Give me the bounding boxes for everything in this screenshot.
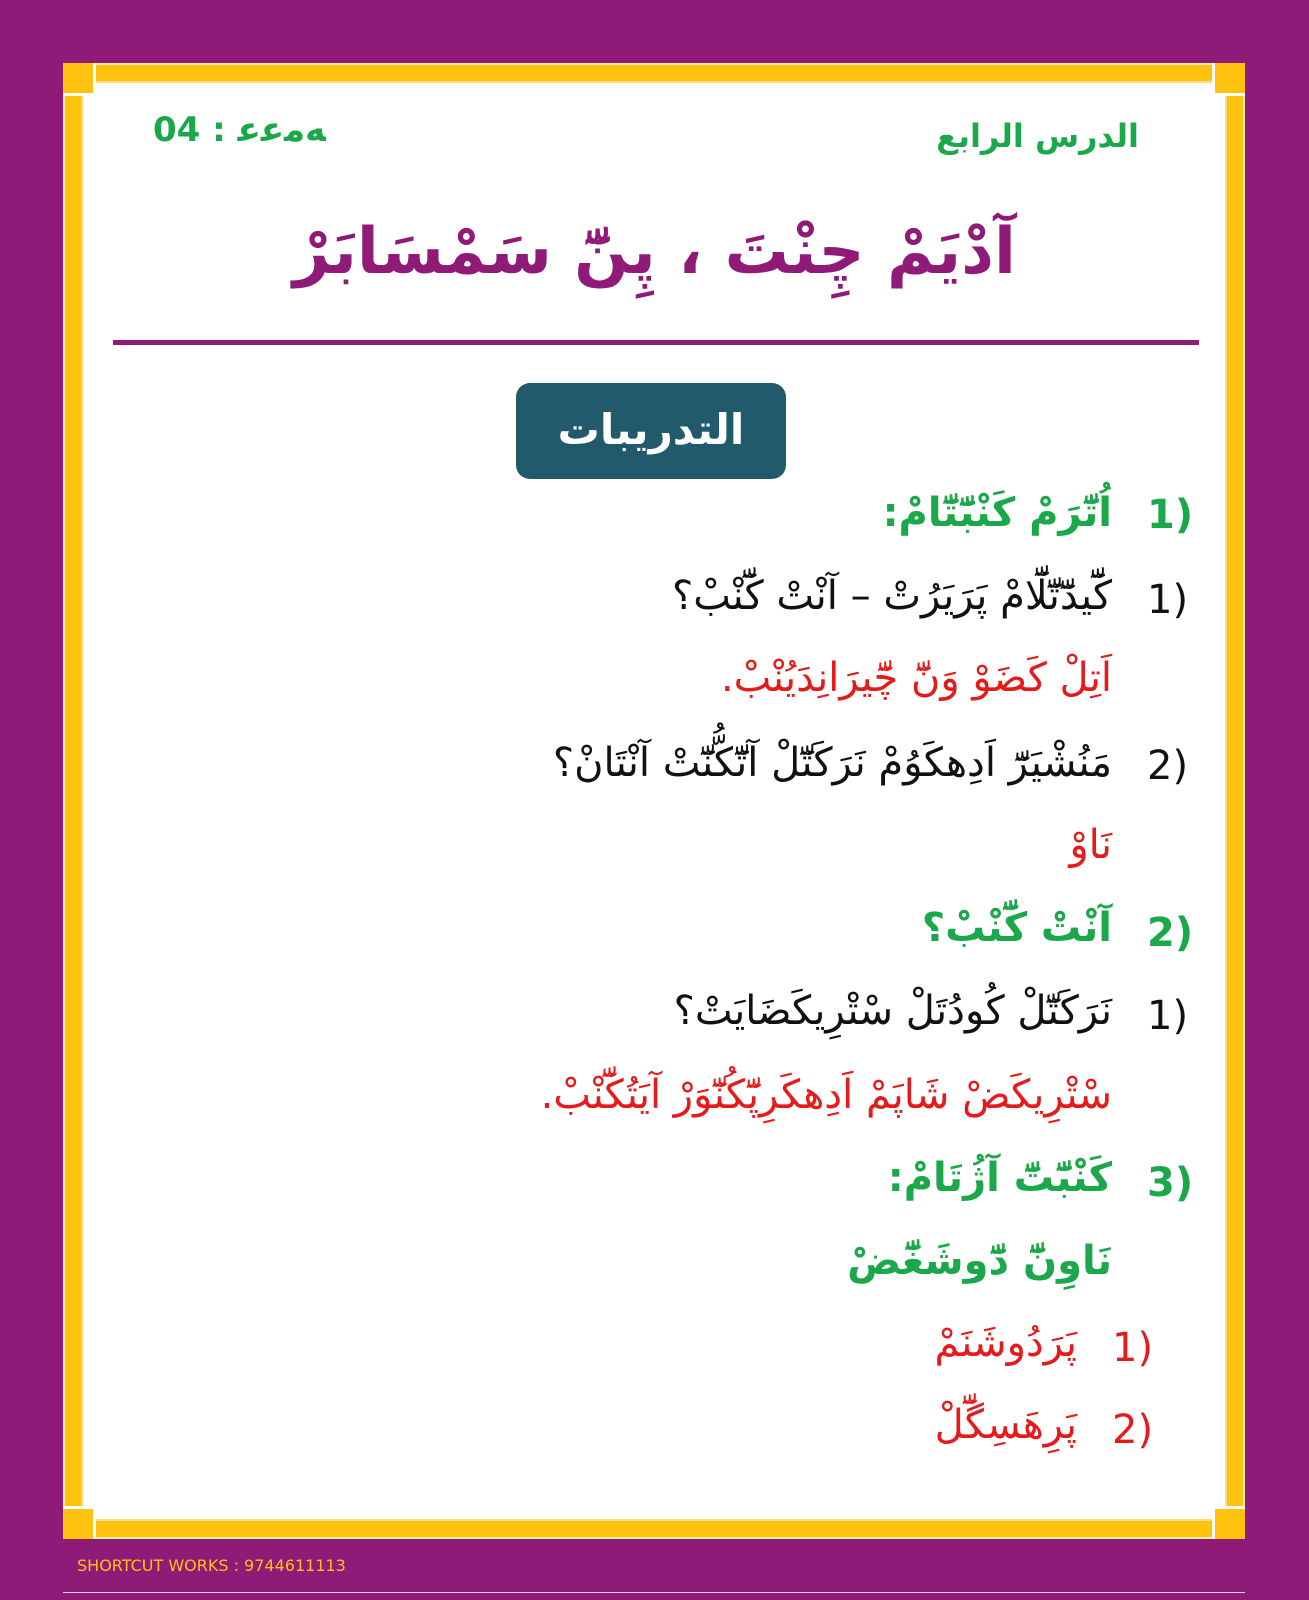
s3-item2-number: 2) [1112, 1407, 1154, 1453]
frame-corner-tr [1212, 63, 1245, 96]
section-2-heading: آنْتْ كّٓنْبْ؟ [921, 905, 1112, 951]
s1-q2-answer: نَاوْ [1069, 822, 1112, 868]
lesson-label: الدرس الرابع [936, 117, 1139, 155]
footer-credit: SHORTCUT WORKS : 9744611113 [77, 1556, 346, 1575]
s3-item1-number: 1) [1112, 1325, 1154, 1371]
frame-corner-tl [63, 63, 96, 96]
s2-q1-answer: سْتْرِيكَضْ شَاپَمْ اَدِهكَرِپّٓكُنّٓوَرْ آيَتُكّٓنْبْ. [540, 1072, 1112, 1118]
s2-q1-question: نَرَكَتّٓلْ كُودُتَلْ سْتْرِيكَضَايَتْ؟ [673, 988, 1112, 1034]
s1-q1-number: 1) [1147, 577, 1189, 623]
s1-q1-answer: اَتِلْ كَضَوْ وَنّٓ چّٓيرَانِدَيُنْبْ. [720, 655, 1112, 701]
section-2-number: 2) [1147, 910, 1194, 956]
s2-q1-number: 1) [1147, 993, 1189, 1039]
exercises-badge: التدريبات [516, 383, 786, 479]
page-title: آدْيَمْ چِنْتَ ، پِنّٓ سَمْسَابَرْ [293, 215, 1016, 289]
page-number: ﻪﻣﻋﻋ : 04 [153, 110, 326, 150]
s1-q1-question: كّٓيدّٓتّٓلّٓامْ پَرَيَرُتْ – آنْتْ كّٓنْبْ؟ [672, 573, 1112, 619]
section-3-number: 3) [1147, 1160, 1194, 1206]
s1-q2-number: 2) [1147, 743, 1189, 789]
frame-corner-bl [63, 1506, 96, 1539]
frame-corner-br [1212, 1506, 1245, 1539]
section-3-heading: كَنْبّٓتّٓ آژُتَامْ: [887, 1155, 1112, 1201]
s3-item2-text: پَرِهَسِگّٓلْ [934, 1402, 1077, 1448]
title-divider [113, 340, 1199, 345]
section-3-subheading: نَاوِنّٓ دّٓوشَغّٓضْ [847, 1238, 1112, 1284]
s3-item1-text: پَرَدُوشَنَمْ [934, 1320, 1077, 1366]
section-1-number: 1) [1147, 492, 1194, 538]
page-inner [81, 81, 1227, 1521]
section-1-heading: اُتّٓرَمْ كَنْبّٓتّٓامْ: [882, 490, 1112, 536]
s1-q2-question: مَنُشْيَرّٓ اَدِهكَوُمْ نَرَكَتّٓلْ آتّٓكُّنّٓتْ آنْتَانْ؟ [552, 740, 1112, 786]
footer-divider [63, 1592, 1245, 1593]
